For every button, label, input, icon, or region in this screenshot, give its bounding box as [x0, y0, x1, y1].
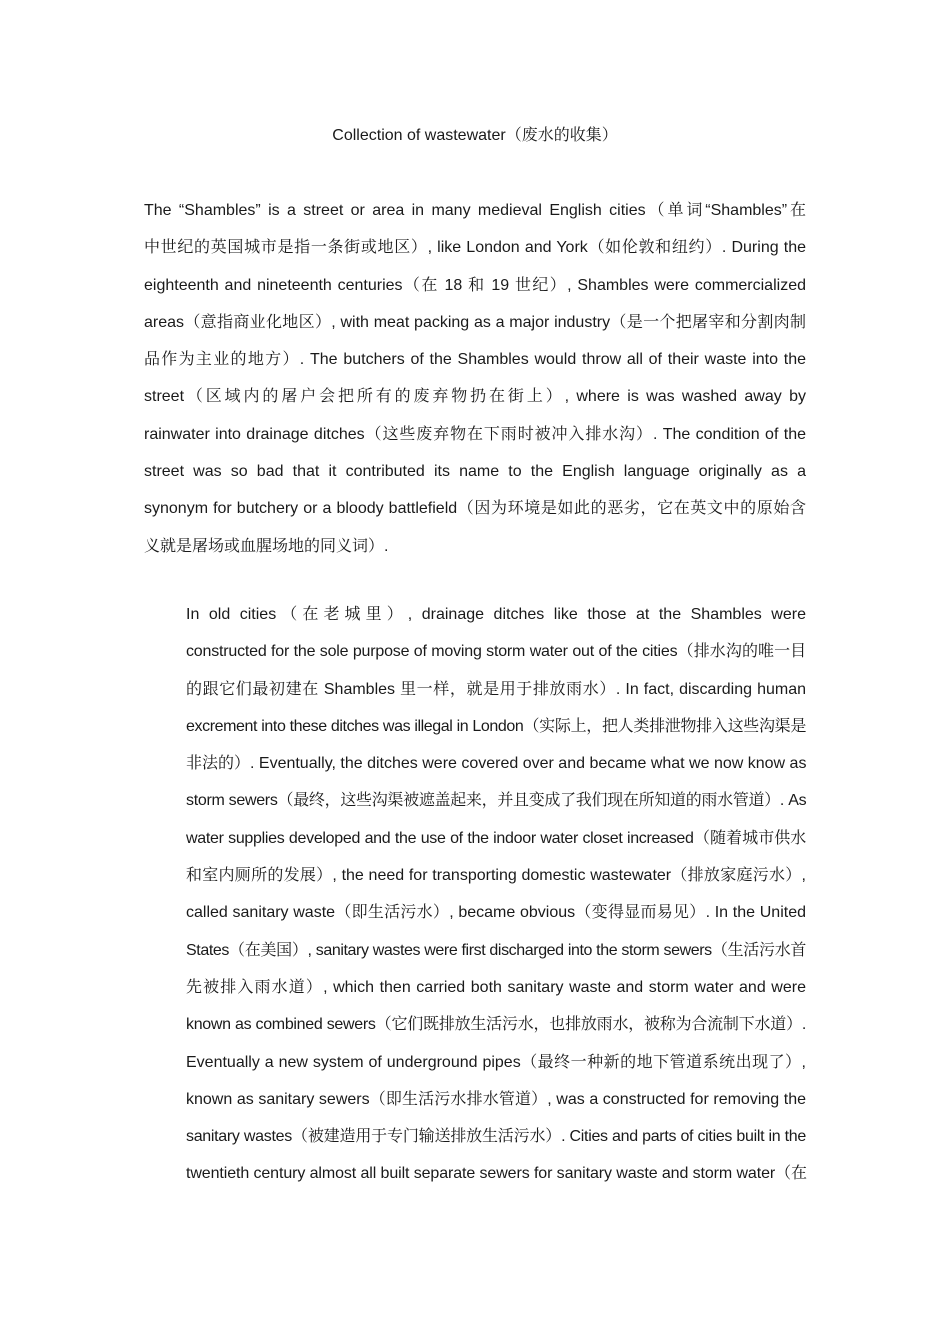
paragraph-line: rainwater into drainage ditches（这些废弃物在下雨时被冲入排水沟）. The condition of the — [144, 425, 806, 443]
paragraph-line: eighteenth and nineteenth centuries（在 18 和 19 世纪）, Shambles were commercialized — [144, 276, 806, 294]
paragraph-line: 义就是屠场或血腥场地的同义词）. — [144, 537, 389, 555]
paragraph-1 — [144, 192, 806, 565]
paragraph-line: 品作为主业的地方）. The butchers of the Shambles would throw all of their waste into the — [144, 351, 806, 369]
paragraph-line: street（区域内的屠户会把所有的废弃物扔在街上）, where is was washed away by — [144, 388, 806, 406]
paragraph-line: water supplies developed and the use of the indoor water closet increased（随着城市供水 — [186, 829, 806, 847]
paragraph-line: synonym for butchery or a bloody battlefield（因为环境是如此的恶劣，它在英文中的原始含 — [144, 500, 806, 518]
paragraph-line: 和室内厕所的发展）, the need for transporting domestic wastewater（排放家庭污水）, — [186, 867, 806, 885]
paragraph-line: sanitary wastes（被建造用于专门输送排放生活污水）. Cities and parts of cities built in the — [186, 1128, 806, 1146]
paragraph-line: street was so bad that it contributed its name to the English language originally as a — [144, 463, 806, 481]
paragraph-line: storm sewers（最终，这些沟渠被遮盖起来，并且变成了我们现在所知道的雨水管道）. As — [186, 792, 807, 810]
paragraph-line: 非法的）. Eventually, the ditches were covered over and became what we now know as — [186, 755, 807, 773]
paragraph-line: 的跟它们最初建在 Shambles 里一样，就是用于排放雨水）. In fact, discarding human — [186, 680, 806, 698]
paragraph-2 — [144, 596, 806, 1193]
paragraph-line: known as sanitary sewers（即生活污水排水管道）, was a constructed for removing the — [186, 1090, 806, 1108]
page-title: Collection of wastewater（废水的收集） — [332, 127, 618, 144]
paragraph-line: excrement into these ditches was illegal in London（实际上，把人类排泄物排入这些沟渠是 — [186, 717, 806, 735]
paragraph-line: called sanitary waste（即生活污水）, became obvious（变得显而易见）. In the United — [186, 904, 806, 922]
paragraph-line: States（在美国）, sanitary wastes were first discharged into the storm sewers（生活污水首 — [186, 941, 806, 959]
paragraph-line: 中世纪的英国城市是指一条街或地区）, like London and York（如伦敦和纽约）. During the — [144, 239, 806, 257]
paragraph-line: 先被排入雨水道）, which then carried both sanitary waste and storm water and were — [186, 978, 806, 996]
paragraph-line: areas（意指商业化地区）, with meat packing as a major industry（是一个把屠宰和分割肉制 — [144, 313, 806, 331]
paragraph-line: constructed for the sole purpose of moving storm water out of the cities（排水沟的唯一目 — [186, 643, 806, 661]
paragraph-line: known as combined sewers（它们既排放生活污水，也排放雨水，被称为合流制下水道）. — [186, 1016, 806, 1034]
paragraph-line: In old cities（在老城里）, drainage ditches like those at the Shambles were — [186, 606, 806, 623]
paragraph-line: twentieth century almost all built separate sewers for sanitary waste and storm water（在 — [186, 1165, 807, 1183]
paragraph-line: Eventually a new system of underground pipes（最终一种新的地下管道系统出现了）, — [186, 1053, 806, 1071]
paragraph-line: The “Shambles” is a street or area in many medieval English cities（单词“Shambles”在 — [144, 202, 806, 219]
